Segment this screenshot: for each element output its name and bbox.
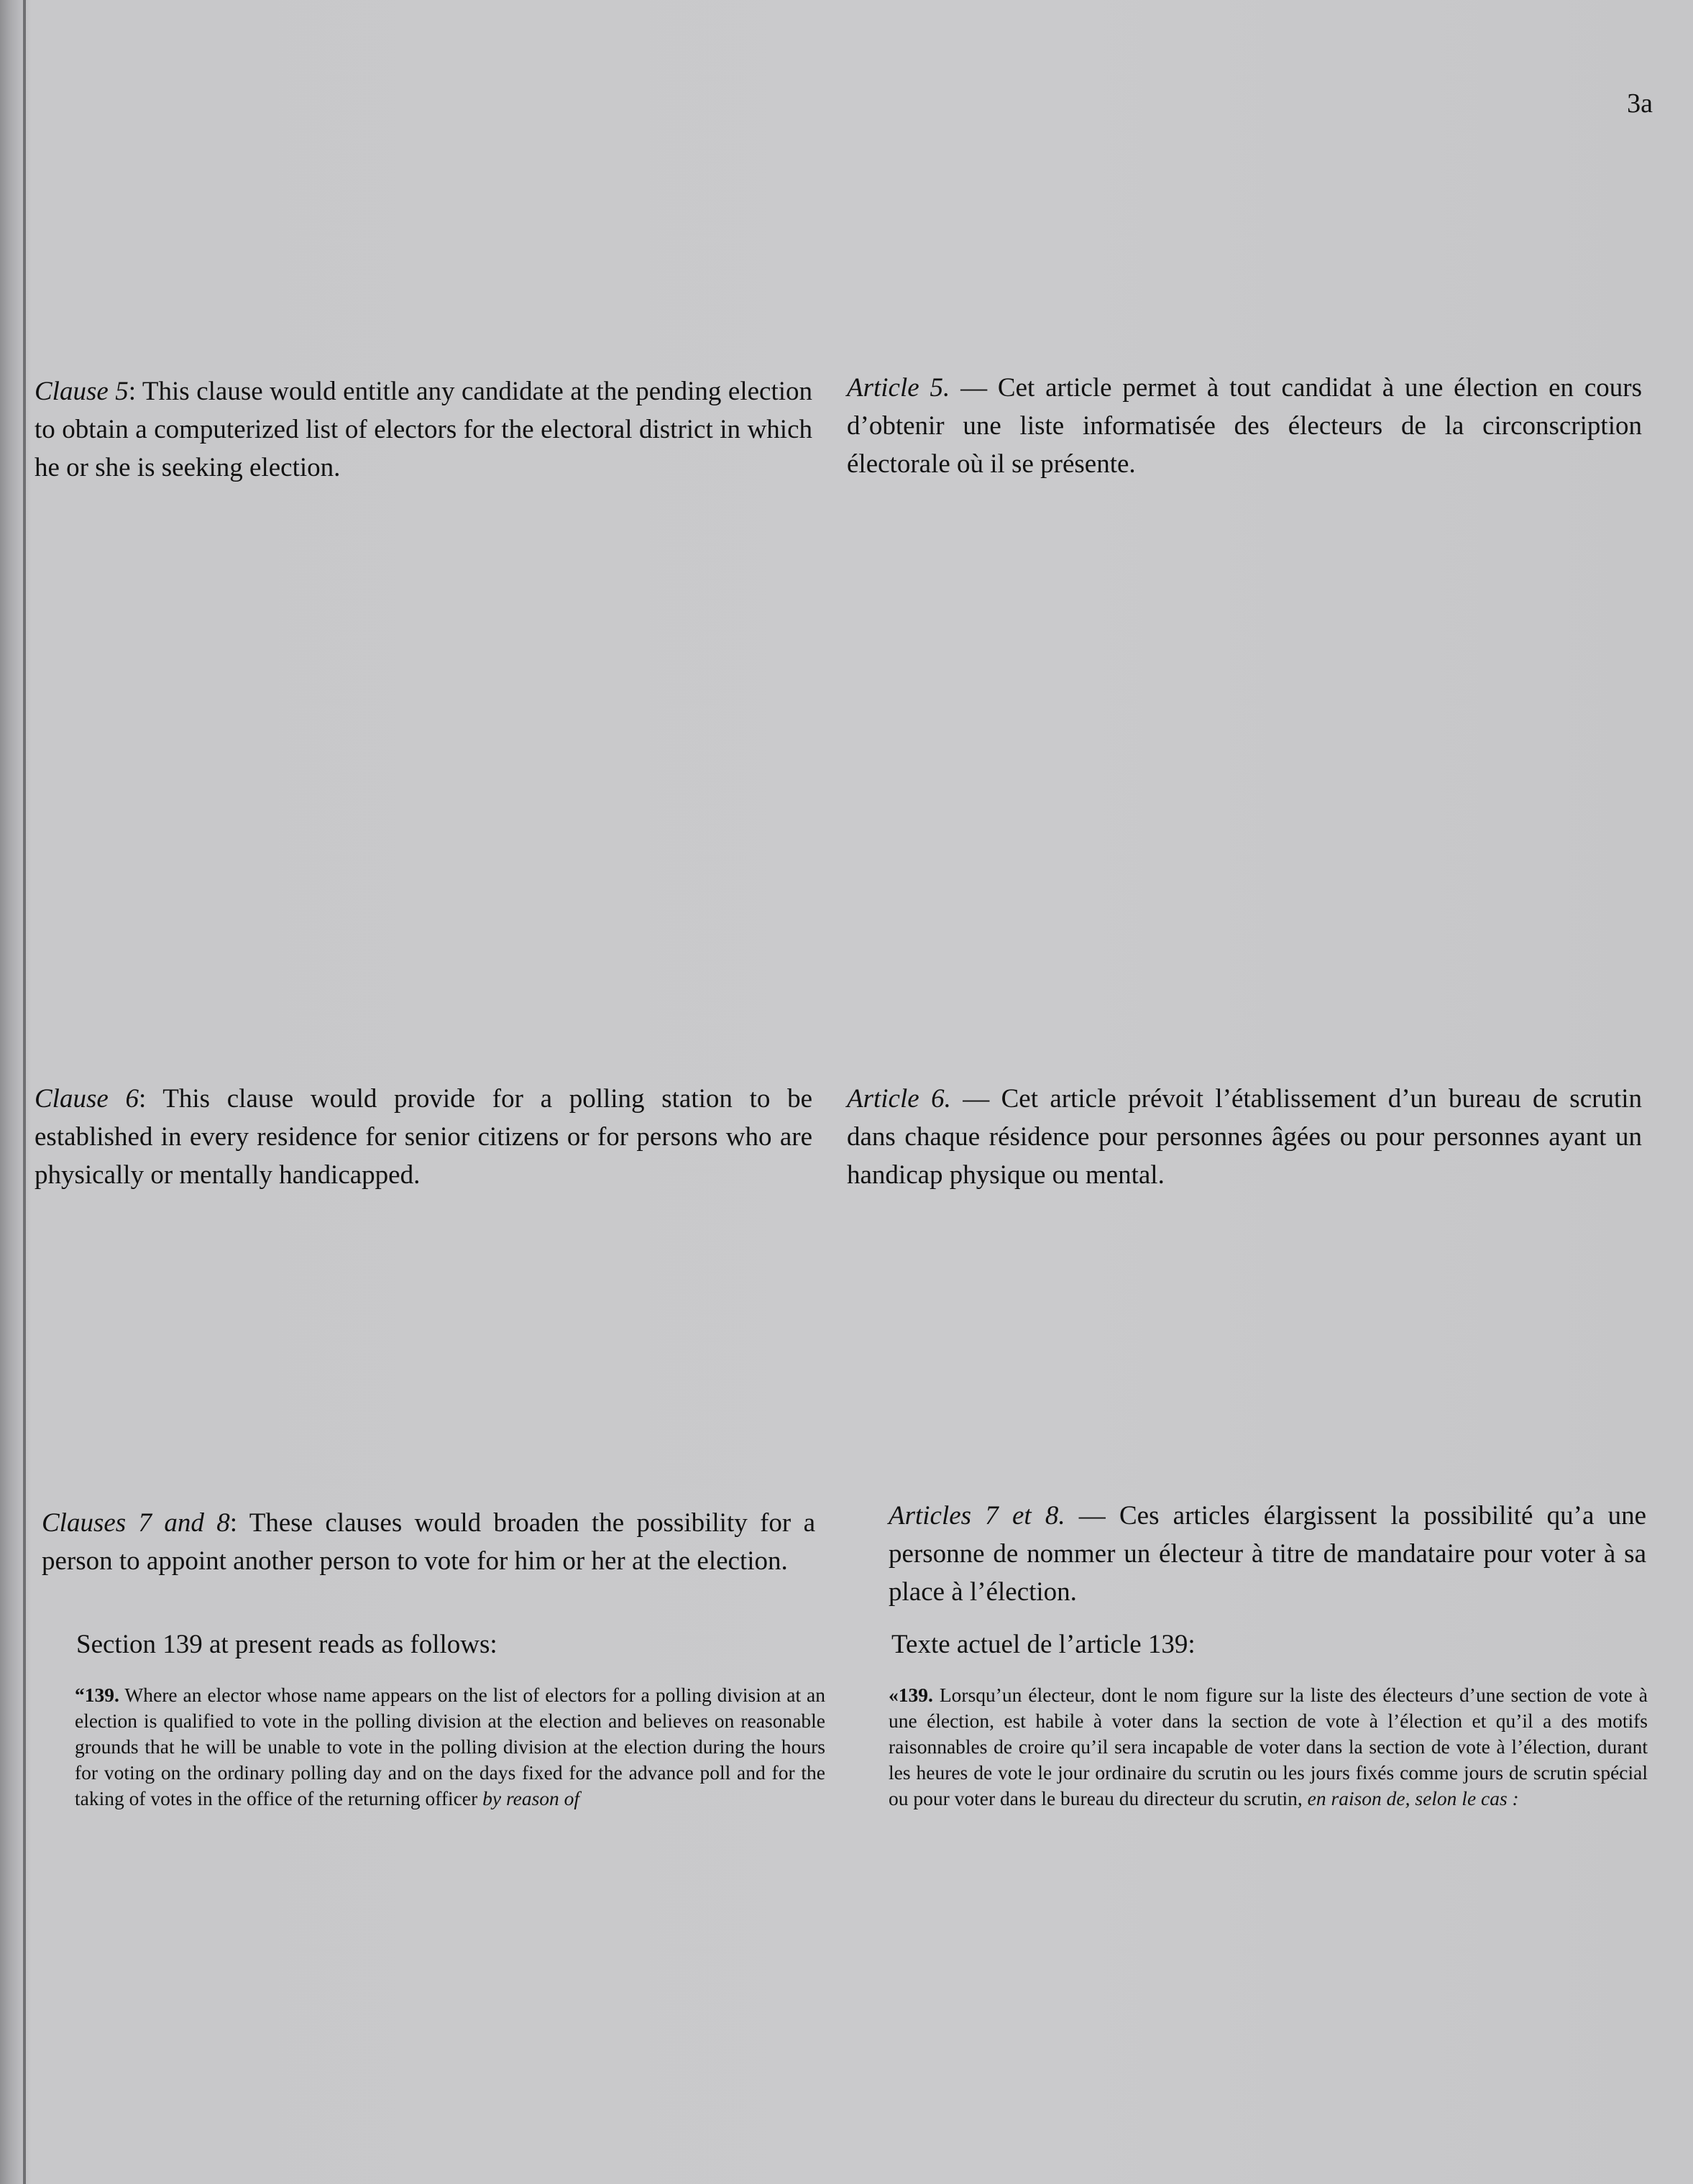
clauses-7-8-note-fr (889, 1497, 1646, 1611)
section-139-text-fr (889, 1682, 1648, 1812)
section-139-italic-fr: en raison de, selon le cas : (1307, 1787, 1519, 1809)
page-number: 3a (1627, 88, 1653, 119)
clauses-7-8-text-en: : These clauses would broaden the possibility for a person to appoint another person to vote for him or her at the election. (42, 1508, 815, 1576)
clause-5-note-en (35, 372, 812, 487)
section-139-heading-en: Section 139 at present reads as follows: (76, 1630, 497, 1659)
section-139-italic-en: by reason of (482, 1787, 580, 1809)
section-139-number-en: “139. (75, 1684, 119, 1706)
page-binding-edge (23, 0, 26, 2184)
clause-6-note-en (35, 1080, 812, 1194)
clause-6-text-fr: — Cet article prévoit l’établissement d’un bureau de scrutin dans chaque résidence pour personnes âgées ou pour personnes ayant un handicap physique ou mental. (847, 1084, 1642, 1190)
clause-6-ref-en: Clause 6 (35, 1084, 139, 1114)
section-139-text-en (75, 1682, 825, 1812)
clauses-7-8-ref-en: Clauses 7 and 8 (42, 1508, 230, 1538)
clauses-7-8-text-fr: — Ces articles élargissent la possibilité qu’a une personne de nommer un électeur à titre de mandataire pour voter à sa place à l’élection. (889, 1501, 1646, 1607)
clause-5-ref-fr: Article 5. (847, 373, 950, 403)
clause-6-text-en: : This clause would provide for a polling station to be established in every residence for senior citizens or for persons who are physically or mentally handicapped. (35, 1084, 812, 1190)
section-139-body-en: Where an elector whose name appears on the list of electors for a polling division at an election is qualified to vote in the polling division at the election and believes on reasonable grounds that he will be unable to vote in the polling division at the election during the hours for voting on the ordinary polling day and on the days fixed for the advance poll and for the taking of votes in the office of the returning officer (75, 1684, 825, 1809)
section-139-number-fr: «139. (889, 1684, 933, 1706)
page-binding-shadow (0, 0, 32, 2184)
clause-6-ref-fr: Article 6. (847, 1084, 951, 1114)
clauses-7-8-note-en (42, 1504, 815, 1580)
clauses-7-8-ref-fr: Articles 7 et 8. (889, 1501, 1065, 1531)
section-139-body-fr: Lorsqu’un électeur, dont le nom figure sur la liste des électeurs d’une section de vote à une élection, est habile à voter dans la section de vote à l’élection et qu’il a des motifs raisonnables de croire qu’il sera incapable de voter dans la section de vote à l’élection, durant les heures de vote le jour ordinaire du scrutin ou les jours fixés comme jours de scrutin spécial ou pour voter dans le bureau du directeur du scrutin, (889, 1684, 1648, 1809)
clause-5-note-fr (847, 369, 1642, 483)
clause-5-ref-en: Clause 5 (35, 377, 129, 406)
clause-5-text-fr: — Cet article permet à tout candidat à une élection en cours d’obtenir une liste informatisée des électeurs de la circonscription électorale où il se présente. (847, 373, 1643, 479)
clause-5-text-en: : This clause would entitle any candidate at the pending election to obtain a computerized list of electors for the electoral district in which he or she is seeking election. (35, 377, 813, 482)
section-139-heading-fr: Texte actuel de l’article 139: (891, 1630, 1196, 1659)
clause-6-note-fr (847, 1080, 1642, 1194)
